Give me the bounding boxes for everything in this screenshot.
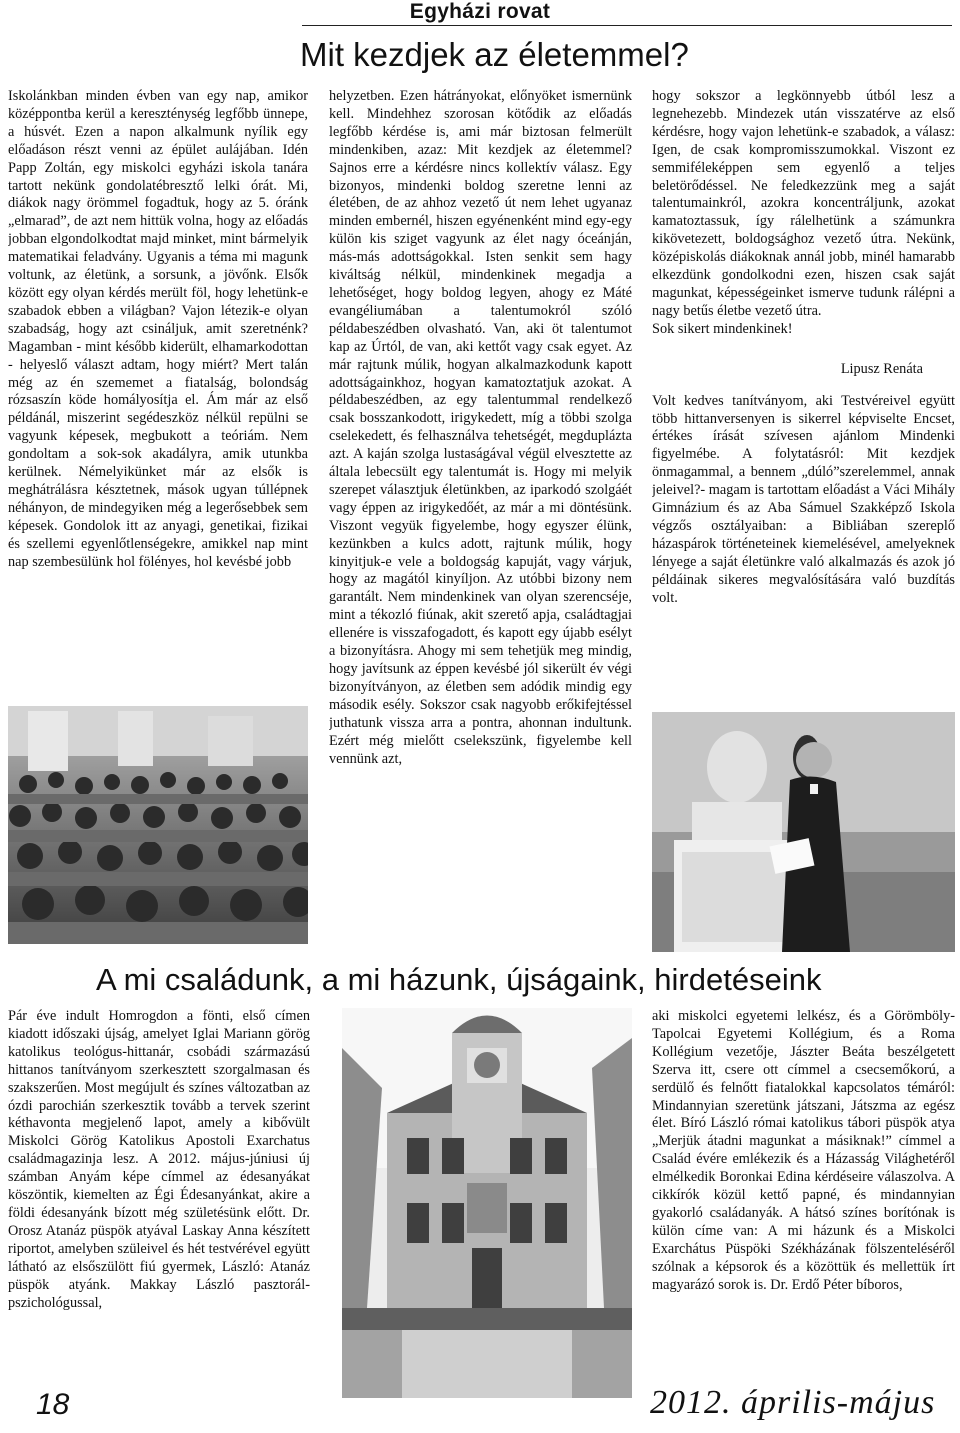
speaker-image xyxy=(652,712,955,952)
article2-column3 xyxy=(652,1008,955,1370)
author-name: Lipusz Renáta xyxy=(840,360,923,377)
article2-text-continued: aki miskolci egyetemi lelkész, és a Görömböly-Tapolcai Egyetemi Kollégium, és a Roma Kollégium vezetője, Jászter Beáta beszélgetett Szerva itt, csere ott címmel a csecsemőkorú, a serdülő és felnőtt fiatalokkal kapcsolatos témáról: Mindannyian szeretünk játszani, Játszma az egész élet. Bíró László római katolikus tábori püspök atya „Merjük átadni magunkat a másiknak!” címmel a Család évére emlékezik és a Házasság Világhetéről elmélkedik Boronkai Edina kérdéseire válaszolva. A cikkírók közül kettő papné, és mindannyian gyakorló családanyák. A hátsó színes borítónak is külön címe van: A mi házunk és a Miskolci Exarchátus Püspöki Székházának fölszenteléséről szólnak a képsorok és a közöttük és mellettük írt magyarázó sorok is. Dr. Erdő Péter bíboros, xyxy=(652,1008,955,1293)
article1-column3 xyxy=(652,88,955,708)
article1-text-continued: helyzetben. Ezen hátrányokat, előnyöket ismernünk kell. Mindehhez szorosan kötődik az előadás legfőbb kérdése is, ami már biztosan felmerült mindenkiben, azaz: Mit kezdjek az életemmel? Sajnos erre a kérdésre nincs kollektív válasz. Egy bizonyos, mindenki boldog szeretne lenni az életében, de az ahhoz vezető út nem lehet ugyanaz minden embernél, hiszen egyénenként mind egy-egy külön kis sziget vagyunk az élet nagy óceánján, más-más adottságokkal. Isten senkit sem hagy kiváltság nélkül, mindenkinek megadja a lehetőséget, hogy boldog legyen, ahogy ez Máté evangéliumában a talentumokról szóló példabeszédben olvasható. Van, aki öt talentumot kap az Úrtól, de van, aki kettőt vagy csak egyet. Az már rajtunk múlik, hogyan alkalmazkodunk kapott adottságainkhoz, hogyan kamatoztatjuk azokat. A példabeszédben, az egy talentummal rendelkező csak bosszankodott, irigykedett, míg a többi szolga cselekedett, és felhasználva tehetségét, megduplázta azt. A kaján szolga lustaságával végül elvesztette az általa lebecsült egy talentumát is. Hogy mi melyik szerepet választjuk életünkben, az iparkodó szolgáét vagy éppen az irigykedőét, az már a mi döntésünk. Viszont vegyük figyelembe, hogy egyszer élünk, kezünkben a kulcs adott, rajtunk múlik, hogy kinyitjuk-e vele a boldogság kapuját, vagy várjuk, hogy az magától kinyíljon. Az utóbbi bizony nem garantált. Nem mindenkinek van olyan szerencséje, mint a tékozló fiúnak, akit szerető apja, családtagjai ellenére is visszafogadott, és kapott egy újabb esélyt a bizonyításra. Ahogy mi sem tehetjük meg mindig, hogy javítsunk az éppen kevésbé jól sikerült év végi bizonyítványon, az életben sem adódik mindig egy második esély. Sokszor csak nagyobb erőkifejtéssel juthatunk vissza arra a pontra, ahonnan indultunk. Ezért még mielőtt cselekszünk, figyelembe kell vennünk azt, xyxy=(329,88,632,767)
building-image xyxy=(342,1008,632,1398)
article1-column1 xyxy=(8,88,308,695)
editor-note: Volt kedves tanítványom, aki Testvéreivel együtt több hittanversenyen is sikerrel képviselte Encset, értékes írását szívesen ajánlom Mindenki figyelmébe. A folytatásról: Mit kezdjek önmagammal, a bennem „dúló”szerelemmel, annak jeleivel?- magam is tartottam előadást a Váci Mihály Gimnázium és az Aba Sámuel Szakképző Iskola végzős osztályaiban: a Bibliában szereplő házaspárok történeteinek kiemelésével, amelyeknek lényege a saját életünkre való alkalmazás és azok jó példáinak sikeres megvalósítására való buzdítás volt. xyxy=(652,392,955,606)
closing-line: Sok sikert mindenkinek! xyxy=(652,320,793,337)
article1-text-end: hogy sokszor a legkönnyebb útból lesz a legnehezebb. Mindezek után visszatérve az első kérdésre, hogy vajon lehetünk-e szabadok, a válasz: Igen, de csak kompromisszumokkal. Viszont ez semmiféleképpen sem egyenlő a teljes beletörődéssel. Ne feledkezzünk meg a saját talentumainkról, azokra koncentráljunk, azokat kamatoztassuk, így rálelhetünk a számunkra kikövetezett, boldogsághoz vezető útra. Nekünk, középiskolás diákoknak annál jobb, minél hamarabb elkezdünk gondolkodni ezen, hiszen csak saját magunkat, képességeinket ismerve tudunk rálépni a nagy betűs életbe vezető útra. xyxy=(652,88,955,319)
article1-column2 xyxy=(329,88,632,950)
photo-building xyxy=(342,1008,632,1398)
issue-date: 2012. április-május xyxy=(650,1384,936,1421)
photo-speaker xyxy=(652,712,955,952)
article-title: Mit kezdjek az életemmel? xyxy=(300,36,689,73)
article2-column1 xyxy=(8,1008,310,1370)
article1-text: Iskolánkban minden évben van egy nap, amikor középpontba kerül a kereszténység legfőbb ünnepe, a húsvét. Ezen a napon alkalmunk nyílik egy előadáson részt venni az épület aulájában. Idén Papp Zoltán, egy miskolci egyházi iskola tanára tartott nekünk gondolatébresztő lelki órát. Mi, diákok nagy örömmel fogadtuk, hogy az 5. óránk „elmarad”, de azt nem hittük volna, hogy az előadás jobban elgondolkodtat majd minket, mint bármelyik matematikai feladvány. Ugyanis a téma mi magunk voltunk, az életünk, a sorsunk, a jövőnk. Elsők között egy olyan kérdés merült föl, hogy lehetünk-e szabadok ebben a világban? Vajon létezik-e olyan szabadság, hogy azt csináljuk, amit szeretnénk? Magamban - mint később kiderült, elhamarkodottan - helyeslő választ adtam, hogy miért? Mert talán még az én szememet a fiatalság, bolondság rózsaszín köde homályosítja el. Ám már az első példánál, miszerint segédeszköz nélkül repülni se vagyunk képesek, megbukott a teóriám. Nem gondoltam a sok-sok akadályra, amik utunkba kerülnek. Némelyikünket már az elsők is meghátrálásra késztetnek, mások ugyan túllépnek néhányon, de mindegyiken még a legerősebbek sem képesek. Gondolok itt az anyagi, genetikai, fizikai és szellemi egyenlőtlenségekre, amikkel nap mint nap szembesülünk hol fölényes, hol kevésbé jobb xyxy=(8,88,308,570)
header-rule xyxy=(302,25,952,26)
section-header: Egyházi rovat xyxy=(409,0,551,23)
page-number: 18 xyxy=(36,1388,70,1421)
article2-text: Pár éve indult Homrogdon a fönti, első címen kiadott időszaki újság, amelyet Iglai Mariann görög katolikus teológus-hittanár, csobádi származású hittanos tanítványom szerkesztett szorgalmasan és szakszerűen. Most megújult és színes változatban az ózdi parochián szerkesztik tovább a tervek szerint kéthavonta megjelenő lapot, amely a kibővült Miskolci Görög Katolikus Apostoli Exarchatus családmagazinja lesz. A 2012. május-júniusi új számban Anyám képe címmel az édesanyákat köszöntik, kiemelten az Égi Édesanyánkat, akire a földi édesanyánk bízott még születésünk előtt. Dr. Orosz Atanáz püspök atyával Laskay Anna készített riportot, amelyben szüleivel és hét testvérével együtt látható az elsőszülött fiú gyermek, László: Atanáz püspök atyánk. Makkay László pasztorál-pszichológussal, xyxy=(8,1008,310,1311)
article2-title: A mi családunk, a mi házunk, újságaink, hirdetéseink xyxy=(96,962,822,997)
photo-auditorium xyxy=(8,706,308,944)
audience-image xyxy=(8,706,308,944)
